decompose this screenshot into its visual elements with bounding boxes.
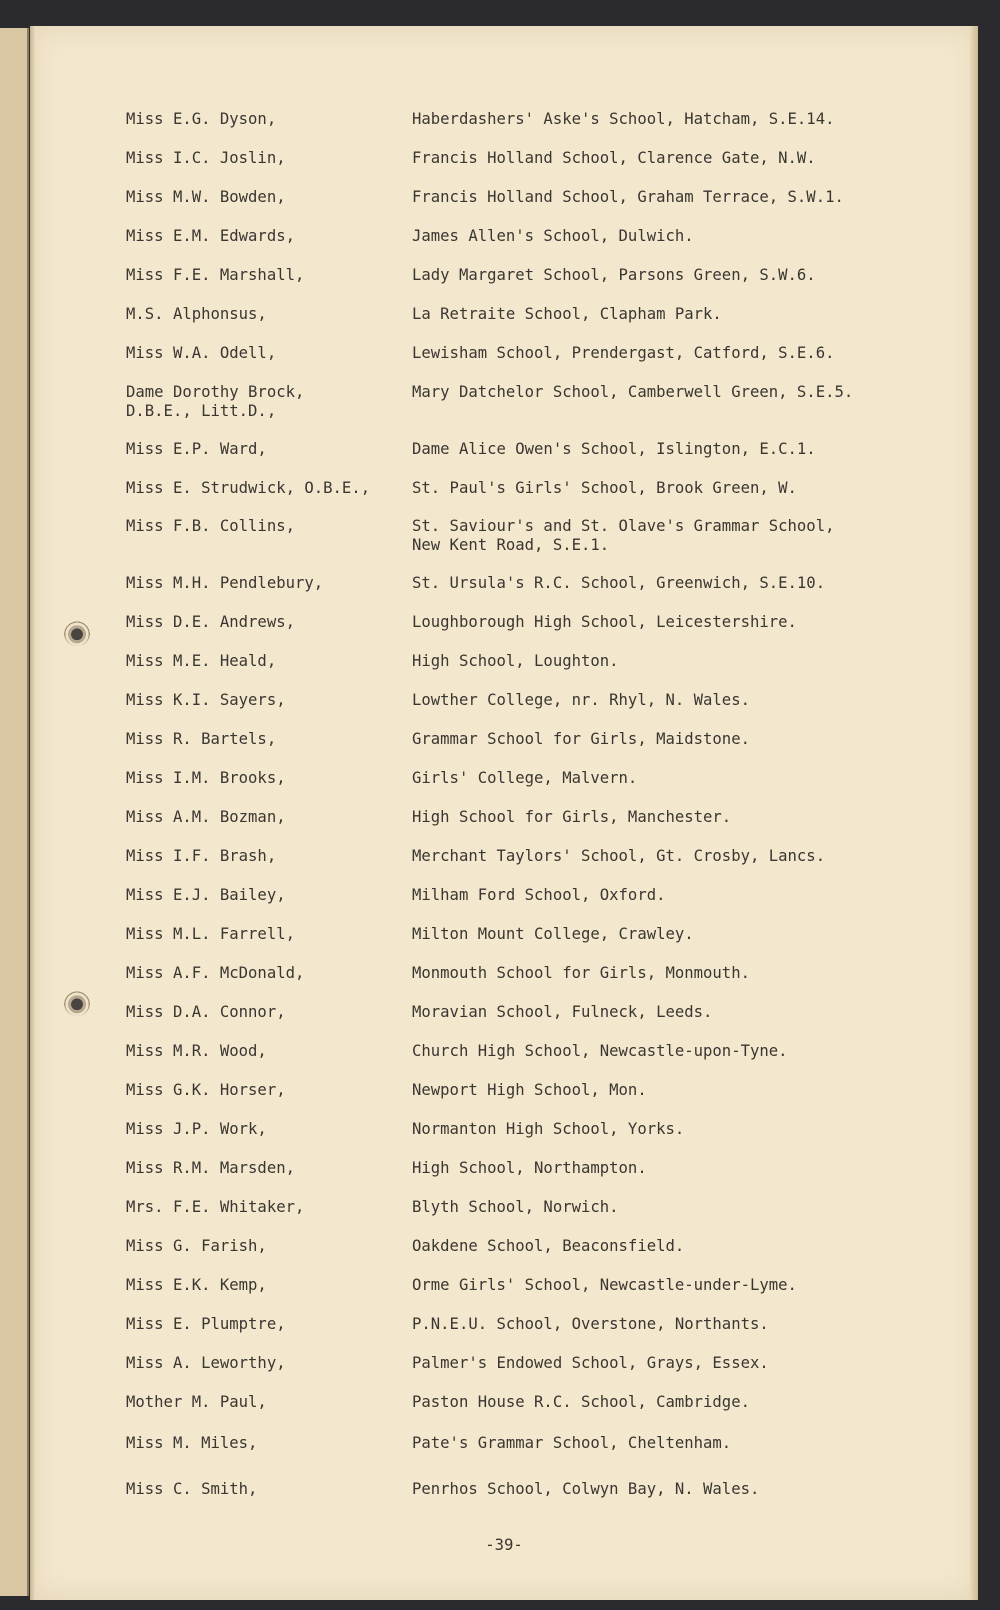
entry-name: Miss M.L. Farrell,	[126, 925, 295, 943]
list-item	[126, 808, 916, 827]
list-item	[126, 440, 916, 459]
entry-name: Miss M.R. Wood,	[126, 1042, 267, 1060]
entry-name: Miss E.M. Edwards,	[126, 227, 295, 245]
entry-school: P.N.E.U. School, Overstone, Northants.	[412, 1315, 769, 1333]
entry-name: Miss M.W. Bowden,	[126, 188, 286, 206]
entry-name: Miss M.E. Heald,	[126, 652, 277, 670]
list-item	[126, 652, 916, 671]
punch-hole-icon	[64, 620, 90, 646]
entry-name: Miss E. Plumptre,	[126, 1315, 286, 1333]
entry-school: St. Ursula's R.C. School, Greenwich, S.E.10.	[412, 574, 826, 592]
list-item	[126, 383, 916, 421]
entry-school: Newport High School, Mon.	[412, 1081, 647, 1099]
entry-school: High School, Loughton.	[412, 652, 619, 670]
list-item	[126, 1159, 916, 1178]
entry-name: Miss C. Smith,	[126, 1480, 258, 1498]
entry-name: Miss D.E. Andrews,	[126, 613, 295, 631]
entry-name: Miss R.M. Marsden,	[126, 1159, 295, 1177]
entry-name: Miss E.J. Bailey,	[126, 886, 286, 904]
entry-name: M.S. Alphonsus,	[126, 305, 267, 323]
list-item	[126, 574, 916, 593]
entry-name: Miss K.I. Sayers,	[126, 691, 286, 709]
list-item	[126, 1354, 916, 1373]
list-item	[126, 964, 916, 983]
entry-name: Miss E.P. Ward,	[126, 440, 267, 458]
list-item	[126, 517, 916, 555]
entry-school: La Retraite School, Clapham Park.	[412, 305, 722, 323]
page-number: -39-	[485, 1536, 523, 1554]
list-item	[126, 479, 916, 498]
list-item	[126, 769, 916, 788]
entry-name: Miss D.A. Connor,	[126, 1003, 286, 1021]
list-item	[126, 149, 916, 168]
list-item	[126, 1198, 916, 1217]
entry-school: Pate's Grammar School, Cheltenham.	[412, 1434, 732, 1452]
entry-school: Oakdene School, Beaconsfield.	[412, 1237, 685, 1255]
entry-school: Dame Alice Owen's School, Islington, E.C.1.	[412, 440, 816, 458]
list-item	[126, 188, 916, 207]
list-item	[126, 886, 916, 905]
entry-school: Merchant Taylors' School, Gt. Crosby, Lancs.	[412, 847, 826, 865]
entry-school: Mary Datchelor School, Camberwell Green, S.E.5.	[412, 383, 854, 401]
list-item	[126, 1393, 916, 1412]
entry-school: Paston House R.C. School, Cambridge.	[412, 1393, 750, 1411]
entry-school: Penrhos School, Colwyn Bay, N. Wales.	[412, 1480, 760, 1498]
entry-school: Grammar School for Girls, Maidstone.	[412, 730, 750, 748]
list-item	[126, 1237, 916, 1256]
page-gutter-shadow	[30, 26, 36, 1600]
entry-name: Miss J.P. Work,	[126, 1120, 267, 1138]
entry-school: Moravian School, Fulneck, Leeds.	[412, 1003, 713, 1021]
entry-name: Miss M.H. Pendlebury,	[126, 574, 324, 592]
entry-name: Miss A. Leworthy,	[126, 1354, 286, 1372]
entry-name: Miss W.A. Odell,	[126, 344, 277, 362]
entry-name: Miss I.M. Brooks,	[126, 769, 286, 787]
entry-name: Miss G. Farish,	[126, 1237, 267, 1255]
list-item	[126, 730, 916, 749]
list-item	[126, 1276, 916, 1295]
entry-school: Church High School, Newcastle-upon-Tyne.	[412, 1042, 788, 1060]
entry-name: Mother M. Paul,	[126, 1393, 267, 1411]
list-item	[126, 925, 916, 944]
entry-school: St. Paul's Girls' School, Brook Green, W.	[412, 479, 797, 497]
entry-school: Haberdashers' Aske's School, Hatcham, S.E.14.	[412, 110, 835, 128]
page-edge-shadow	[970, 26, 978, 1600]
previous-page-edge	[0, 28, 29, 1596]
punch-hole-icon	[64, 990, 90, 1016]
entry-name: Miss I.C. Joslin,	[126, 149, 286, 167]
entry-school: Milton Mount College, Crawley.	[412, 925, 694, 943]
list-item	[126, 1120, 916, 1139]
list-item	[126, 847, 916, 866]
entry-name: Miss E.G. Dyson,	[126, 110, 277, 128]
list-item	[126, 344, 916, 363]
entry-name: Miss F.B. Collins,	[126, 517, 295, 535]
entry-name: Miss F.E. Marshall,	[126, 266, 305, 284]
list-item	[126, 266, 916, 285]
entry-name: Miss G.K. Horser,	[126, 1081, 286, 1099]
list-item	[126, 613, 916, 632]
entry-school: Palmer's Endowed School, Grays, Essex.	[412, 1354, 769, 1372]
entry-name: Miss E.K. Kemp,	[126, 1276, 267, 1294]
entry-school: Blyth School, Norwich.	[412, 1198, 619, 1216]
entry-school: High School for Girls, Manchester.	[412, 808, 732, 826]
entry-school: Orme Girls' School, Newcastle-under-Lyme.	[412, 1276, 797, 1294]
entry-school: Lady Margaret School, Parsons Green, S.W.6.	[412, 266, 816, 284]
list-item	[126, 1003, 916, 1022]
entry-name: Miss R. Bartels,	[126, 730, 277, 748]
entry-name: Miss A.M. Bozman,	[126, 808, 286, 826]
list-item	[126, 1315, 916, 1334]
entry-name: Miss I.F. Brash,	[126, 847, 277, 865]
entry-name: Mrs. F.E. Whitaker,	[126, 1198, 305, 1216]
list-item	[126, 227, 916, 246]
entry-school: St. Saviour's and St. Olave's Grammar School, New Kent Road, S.E.1.	[412, 517, 835, 554]
entry-name: Miss A.F. McDonald,	[126, 964, 305, 982]
list-item	[126, 1434, 916, 1453]
entry-school: Milham Ford School, Oxford.	[412, 886, 666, 904]
entry-school: Lewisham School, Prendergast, Catford, S.E.6.	[412, 344, 835, 362]
list-item	[126, 110, 916, 129]
entry-school: Francis Holland School, Graham Terrace, S.W.1.	[412, 188, 844, 206]
entry-name: Miss E. Strudwick, O.B.E.,	[126, 479, 371, 497]
document-page	[30, 26, 978, 1600]
list-item	[126, 691, 916, 710]
entry-name: Dame Dorothy Brock, D.B.E., Litt.D.,	[126, 383, 305, 420]
list-item	[126, 1081, 916, 1100]
list-item	[126, 1042, 916, 1061]
list-item	[126, 305, 916, 324]
entry-school: Loughborough High School, Leicestershire.	[412, 613, 797, 631]
entry-school: Monmouth School for Girls, Monmouth.	[412, 964, 750, 982]
entry-school: High School, Northampton.	[412, 1159, 647, 1177]
entry-school: Lowther College, nr. Rhyl, N. Wales.	[412, 691, 750, 709]
headmistress-list	[126, 110, 916, 1499]
entry-school: James Allen's School, Dulwich.	[412, 227, 694, 245]
entry-school: Girls' College, Malvern.	[412, 769, 638, 787]
list-item	[126, 1480, 916, 1499]
entry-name: Miss M. Miles,	[126, 1434, 258, 1452]
entry-school: Normanton High School, Yorks.	[412, 1120, 685, 1138]
entry-school: Francis Holland School, Clarence Gate, N.W.	[412, 149, 816, 167]
